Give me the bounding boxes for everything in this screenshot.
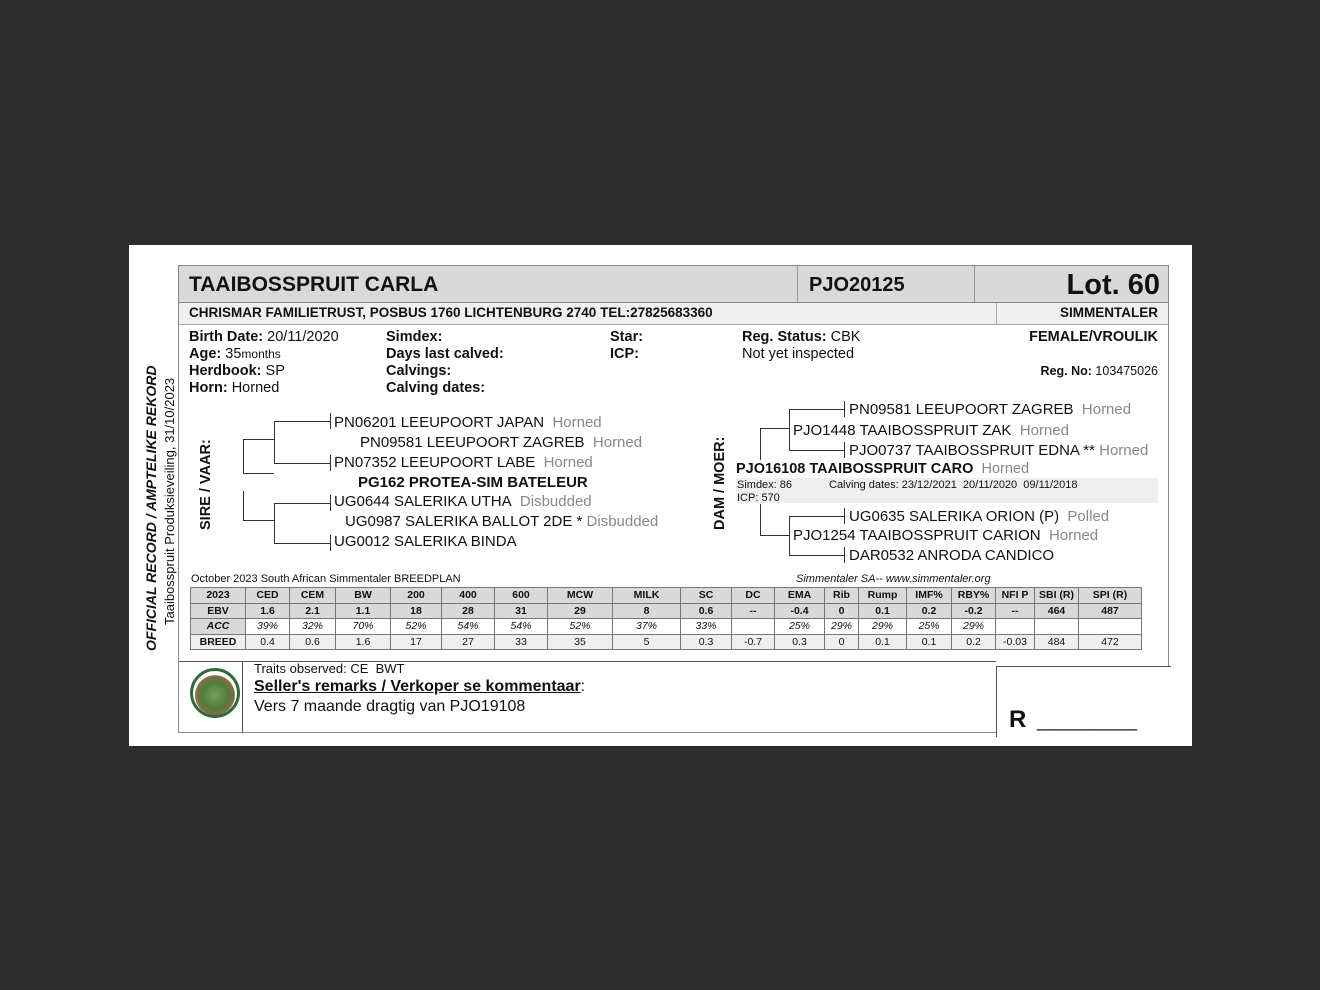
headers-cell: SBI (R) [1035,588,1079,604]
ebv-cell: 8 [613,603,681,619]
acc-cell: 33% [681,619,732,635]
lot-number: Lot. 60 [1066,269,1160,301]
breeder-info: CHRISMAR FAMILIETRUST, POSBUS 1760 LICHTENBURG 2740 TEL:27825683360 [189,305,713,320]
acc-cell: 52% [391,619,442,635]
traits-observed: Traits observed: CE BWT [254,661,405,676]
breed-cell: 484 [1035,634,1079,650]
birth-date: Birth Date: 20/11/2020 [189,329,339,345]
breed-cell: 1.6 [336,634,391,650]
ebv-cell: 0.2 [907,603,952,619]
icp-label: ICP: [610,346,639,362]
ebv-cell: -- [732,603,775,619]
simmentaler-logo-icon [190,668,240,718]
breedplan-site: Simmentaler SA-- www.simmentaler.org [796,573,991,585]
headers-cell: CEM [290,588,336,604]
breeder-bar [179,303,1168,325]
dam-name: PJO16108 TAAIBOSSPRUIT CARO Horned [736,461,1030,477]
sire-g1: PN09581 LEEUPOORT ZAGREB Horned [360,434,643,451]
ebv-cell: 1.1 [336,603,391,619]
acc-cell: 25% [907,619,952,635]
breed-name: SIMMENTALER [1060,305,1158,320]
sire-name: PG162 PROTEA-SIM BATELEUR [358,474,588,491]
acc-cell [996,619,1035,635]
price-currency: R [1009,706,1027,733]
headers-cell: NFI P [996,588,1035,604]
acc-cell: 39% [246,619,290,635]
breed-cell: 17 [391,634,442,650]
days-last-calved-label: Days last calved: [386,346,504,362]
lot-card [178,265,1169,733]
headers-cell: MCW [548,588,613,604]
dam-icp: ICP: 570 [737,492,780,504]
breed-cell: 0.1 [859,634,907,650]
acc-row [191,619,1142,635]
breed-cell: -0.03 [996,634,1035,650]
animal-name: TAAIBOSSPRUIT CARLA [189,273,439,296]
lot-card-page [129,245,1192,746]
ebv-cell: -0.4 [775,603,825,619]
acc-cell: 54% [495,619,548,635]
ebv-cell: 1.6 [246,603,290,619]
breed-cell: 27 [442,634,495,650]
official-record-label: OFFICIAL RECORD / AMPTELIKE REKORD [143,365,159,651]
title-bar [179,266,1168,303]
sire-gg2: PN07352 LEEUPOORT LABE Horned [334,454,593,471]
age: Age: 35months [189,346,281,362]
sire-gg3: UG0644 SALERIKA UTHA Disbudded [334,493,592,510]
price-box[interactable] [996,666,1171,737]
breed-row [191,634,1142,650]
dam-gg1: PN09581 LEEUPOORT ZAGREB Horned [849,401,1132,418]
inspection-status: Not yet inspected [742,346,855,362]
sire-gg4: UG0012 SALERIKA BINDA [334,533,517,550]
dam-simdex: Simdex: 86 [737,479,793,491]
dam-g1: PJO1448 TAAIBOSSPRUIT ZAK Horned [793,422,1069,439]
price-blank: __________ [1037,711,1138,731]
acc-cell [1079,619,1142,635]
acc-cell: ACC [191,619,246,635]
breed-cell: 0.2 [952,634,996,650]
acc-cell: 29% [952,619,996,635]
breed-cell: BREED [191,634,246,650]
breed-cell: 35 [548,634,613,650]
simdex-label: Simdex: [386,329,443,345]
acc-cell: 37% [613,619,681,635]
dam-gg4: DAR0532 ANRODA CANDICO [849,547,1055,564]
breed-cell: 5 [613,634,681,650]
herdbook: Herdbook: SP [189,363,285,379]
headers-cell: MILK [613,588,681,604]
breed-cell: 0.3 [681,634,732,650]
acc-cell: 54% [442,619,495,635]
headers-cell: RBY% [952,588,996,604]
acc-cell: 70% [336,619,391,635]
auction-label: Taaibosspruit Produksieveiling, 31/10/2023 [162,377,177,625]
breed-cell: 472 [1079,634,1142,650]
headers-cell: 600 [495,588,548,604]
breed-cell: 0.4 [246,634,290,650]
horn: Horn: Horned [189,380,280,396]
dam-g2: PJO1254 TAAIBOSSPRUIT CARION Horned [793,527,1099,544]
ebv-header-row [191,588,1142,604]
acc-cell: 25% [775,619,825,635]
ebv-cell: 2.1 [290,603,336,619]
ebv-cell: 0 [825,603,859,619]
breedplan-title: October 2023 South African Simmentaler BREEDPLAN [191,573,461,585]
calving-dates-label: Calving dates: [386,380,486,396]
headers-cell: SPI (R) [1079,588,1142,604]
acc-cell: 29% [859,619,907,635]
breed-cell: -0.7 [732,634,775,650]
breed-cell: 0 [825,634,859,650]
acc-cell: 32% [290,619,336,635]
headers-cell: SC [681,588,732,604]
ebv-cell: -0.2 [952,603,996,619]
headers-cell: BW [336,588,391,604]
acc-cell [1035,619,1079,635]
headers-cell: IMF% [907,588,952,604]
sire-label: SIRE / VAAR: [198,439,214,530]
reg-status: Reg. Status: CBK [742,329,861,345]
sex: FEMALE/VROULIK [1029,329,1158,345]
headers-cell: EMA [775,588,825,604]
ebv-cell: 0.1 [859,603,907,619]
ebv-cell: 28 [442,603,495,619]
headers-cell: Rib [825,588,859,604]
headers-cell: Rump [859,588,907,604]
dam-label: DAM / MOER: [712,436,728,530]
headers-cell: DC [732,588,775,604]
acc-cell [732,619,775,635]
animal-id: PJO20125 [809,274,905,296]
ebv-cell: -- [996,603,1035,619]
calvings-label: Calvings: [386,363,452,379]
acc-cell: 52% [548,619,613,635]
ebv-cell: 464 [1035,603,1079,619]
headers-cell: CED [246,588,290,604]
ebv-cell: 0.6 [681,603,732,619]
ebv-cell: EBV [191,603,246,619]
ebv-cell: 18 [391,603,442,619]
breed-cell: 33 [495,634,548,650]
ebv-cell: 31 [495,603,548,619]
headers-cell: 200 [391,588,442,604]
reg-number: Reg. No: 103475026 [1040,364,1158,378]
breed-cell: 0.1 [907,634,952,650]
dam-calving-dates: Calving dates: 23/12/2021 20/11/2020 09/11/2018 [829,479,1078,491]
remarks-text: Vers 7 maande dragtig van PJO19108 [254,698,526,715]
sire-g2: UG0987 SALERIKA BALLOT 2DE * Disbudded [345,513,659,530]
ebv-row [191,603,1142,619]
ebv-cell: 29 [548,603,613,619]
ebv-cell: 487 [1079,603,1142,619]
breed-cell: 0.3 [775,634,825,650]
breed-cell: 0.6 [290,634,336,650]
sire-gg1: PN06201 LEEUPOORT JAPAN Horned [334,414,602,431]
dam-gg2: PJO0737 TAAIBOSSPRUIT EDNA ** Horned [849,442,1149,459]
acc-cell: 29% [825,619,859,635]
headers-cell: 400 [442,588,495,604]
dam-gg3: UG0635 SALERIKA ORION (P) Polled [849,508,1110,525]
remarks-heading: Seller's remarks / Verkoper se kommentaar: [254,678,586,695]
headers-cell: 2023 [191,588,246,604]
star-label: Star: [610,329,644,345]
ebv-table [190,587,1142,650]
